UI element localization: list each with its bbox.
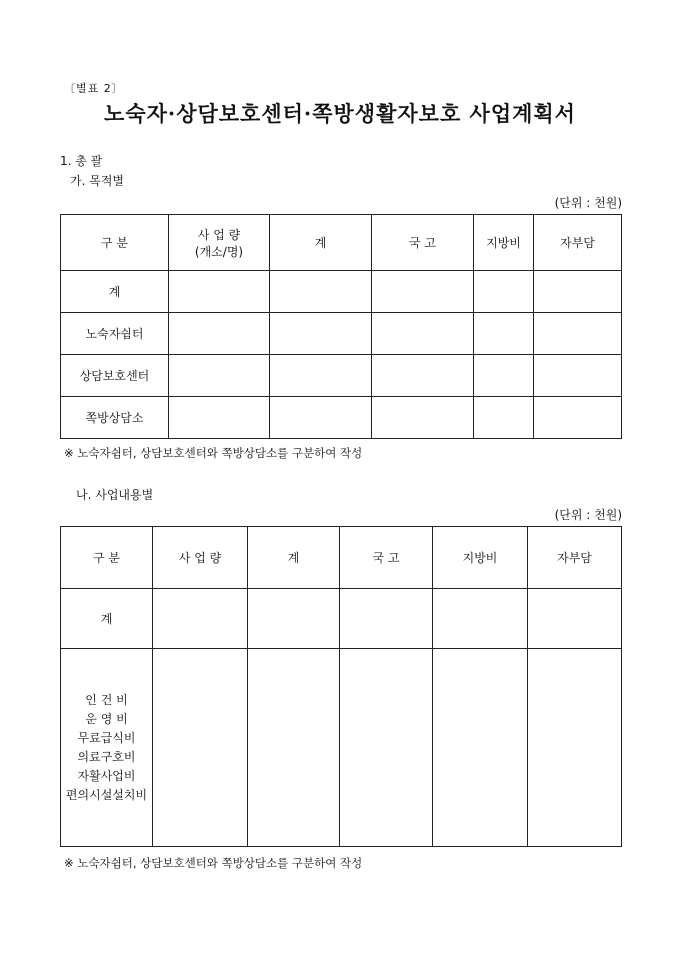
column-header-national: 국 고 — [372, 215, 474, 271]
input-cell[interactable] — [153, 589, 248, 649]
column-header-local: 지방비 — [433, 527, 528, 589]
input-cell[interactable] — [340, 649, 433, 847]
table-row — [61, 355, 622, 397]
unit-label: (단위 : 천원) — [554, 508, 622, 522]
row-label: 계 — [61, 589, 153, 649]
input-cell[interactable] — [372, 355, 474, 397]
document-title: 노숙자·상담보호센터·쪽방생활자보호 사업계획서 — [104, 101, 576, 126]
row-label: 계 — [61, 271, 169, 313]
table-row — [61, 271, 622, 313]
input-cell[interactable] — [270, 271, 372, 313]
table-row — [61, 397, 622, 439]
subsection-purpose-heading: 가. 목적별 — [70, 174, 124, 188]
input-cell[interactable] — [534, 271, 622, 313]
input-cell[interactable] — [340, 589, 433, 649]
content-table — [60, 526, 622, 847]
list-item: 인 건 비 — [85, 692, 128, 707]
input-cell[interactable] — [248, 649, 340, 847]
input-cell[interactable] — [248, 589, 340, 649]
input-cell[interactable] — [169, 313, 270, 355]
column-header-category: 구 분 — [61, 527, 153, 589]
input-cell[interactable] — [169, 355, 270, 397]
column-header-local: 지방비 — [474, 215, 534, 271]
subsection-content-heading: 나. 사업내용별 — [76, 488, 154, 502]
row-label: 쪽방상담소 — [61, 397, 169, 439]
column-header-total: 계 — [248, 527, 340, 589]
input-cell[interactable] — [372, 313, 474, 355]
input-cell[interactable] — [270, 397, 372, 439]
input-cell[interactable] — [169, 397, 270, 439]
table-row — [61, 649, 622, 847]
table-header-row — [61, 215, 622, 271]
unit-label: (단위 : 천원) — [554, 196, 622, 210]
column-header-self: 자부담 — [534, 215, 622, 271]
list-item: 자활사업비 — [77, 768, 136, 783]
table-header-row — [61, 527, 622, 589]
input-cell[interactable] — [474, 355, 534, 397]
column-header-total: 계 — [270, 215, 372, 271]
column-header-volume — [169, 215, 270, 271]
column-header-national: 국 고 — [340, 527, 433, 589]
input-cell[interactable] — [433, 589, 528, 649]
input-cell[interactable] — [372, 271, 474, 313]
input-cell[interactable] — [534, 397, 622, 439]
list-item: 의료구호비 — [77, 749, 136, 764]
table-row — [61, 589, 622, 649]
input-cell[interactable] — [433, 649, 528, 847]
column-header-volume-label: 사 업 량 — [197, 227, 241, 242]
expense-item-list — [61, 691, 152, 805]
input-cell[interactable] — [528, 589, 622, 649]
purpose-table — [60, 214, 622, 439]
row-label: 노숙자쉼터 — [61, 313, 169, 355]
input-cell[interactable] — [474, 271, 534, 313]
annex-label: 〔별표 2〕 — [64, 82, 124, 95]
input-cell[interactable] — [372, 397, 474, 439]
input-cell[interactable] — [270, 355, 372, 397]
list-item: 편의시설설치비 — [65, 787, 148, 802]
column-header-volume: 사 업 량 — [153, 527, 248, 589]
column-header-category: 구 분 — [61, 215, 169, 271]
table-row — [61, 313, 622, 355]
column-header-volume-unit: (개소/명) — [194, 244, 244, 259]
list-item: 무료급식비 — [77, 730, 136, 745]
section-heading: 1. 총 괄 — [60, 154, 103, 168]
footnote: ※ 노숙자쉼터, 상담보호센터와 쪽방상담소를 구분하여 작성 — [64, 446, 363, 460]
input-cell[interactable] — [528, 649, 622, 847]
row-label-items — [61, 649, 153, 847]
input-cell[interactable] — [270, 313, 372, 355]
input-cell[interactable] — [534, 355, 622, 397]
row-label: 상담보호센터 — [61, 355, 169, 397]
input-cell[interactable] — [474, 313, 534, 355]
input-cell[interactable] — [534, 313, 622, 355]
column-header-self: 자부담 — [528, 527, 622, 589]
input-cell[interactable] — [153, 649, 248, 847]
input-cell[interactable] — [474, 397, 534, 439]
footnote: ※ 노숙자쉼터, 상담보호센터와 쪽방상담소를 구분하여 작성 — [64, 856, 363, 870]
list-item: 운 영 비 — [85, 711, 128, 726]
input-cell[interactable] — [169, 271, 270, 313]
